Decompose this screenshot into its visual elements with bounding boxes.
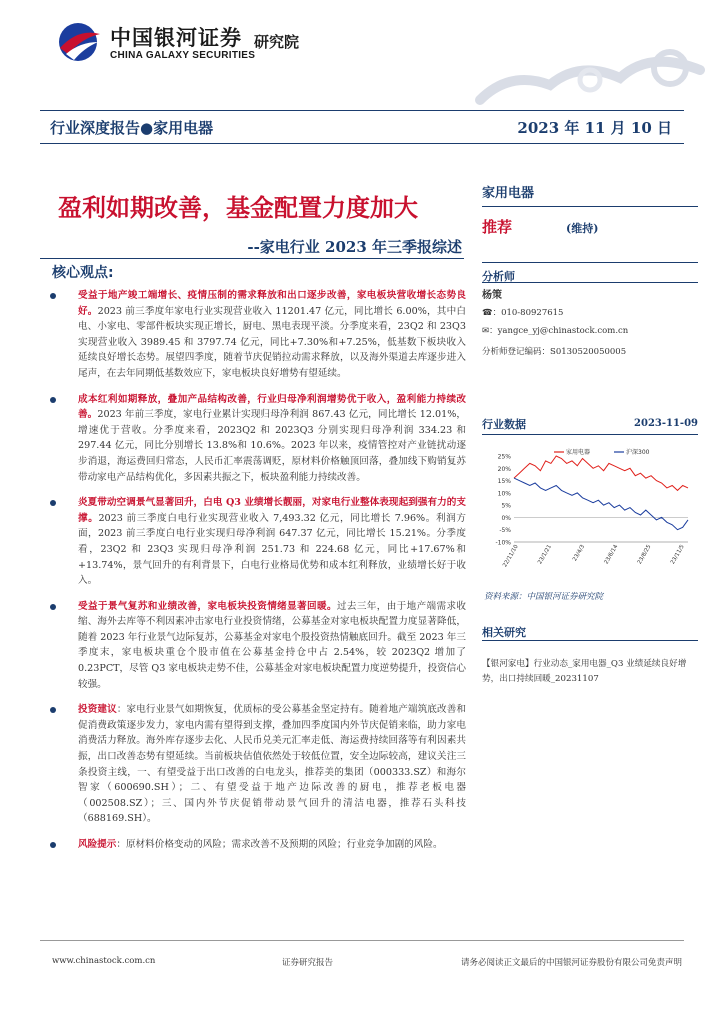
chart-source: 资料来源：中国银河证券研究院 bbox=[484, 592, 604, 602]
y-tick-label: 10% bbox=[497, 490, 511, 498]
industry-index-chart bbox=[484, 444, 698, 584]
industry-category: 家用电器 bbox=[482, 186, 535, 201]
y-tick-label: 5% bbox=[501, 502, 511, 510]
bullet-body: 2023 前三季度白电行业实现营业收入 7,493.32 亿元，同比增长 7.96%。利润方面，2023 前三季度白电行业实现归母净利润 647.37 亿元，同比增长 15.21%。分季度看，23Q2 和 23Q3 实现归母净利润 251.73 和 224.68 亿元，同比+17.67%和+13.74%，景气回升的有利背景下，白电行业格局优势和成本红利释放，业绩增长好于收入。 bbox=[78, 512, 467, 587]
bullet-body: ：家电行业景气如期恢复，优质标的受公募基金坚定持有。随着地产端筑底改善和促消费政策逐步发力，家电内需有望得到支撑，叠加四季度国内外节庆促销来临，助力家电消费活力释放。海外库存逐步去化、人民币兑美元汇率走低、海运费持续回落等有利因素共振，出口改善态势有望延续。当前板块估值依然处于较低位置，安全边际较高，建议关注三条投资主线，一、有望受益于出口改善的白电龙头，推荐美的集团（000333.SZ）和海尔智家（600690.SH）；二、有望受益于地产边际改善的厨电，推荐老板电器（002508.SZ）；三、国内外节庆促销带动景气回升的清洁电器，推荐石头科技（688169.SH）。 bbox=[78, 704, 467, 825]
side-divider bbox=[482, 640, 698, 641]
y-tick-label: 25% bbox=[497, 453, 511, 461]
galaxy-logo-icon bbox=[56, 20, 102, 64]
side-divider bbox=[482, 282, 698, 283]
legend-label: 家用电器 bbox=[566, 449, 591, 456]
bullet-dot bbox=[50, 293, 56, 299]
analyst-cert: 分析师登记编码：S0130520050005 bbox=[482, 347, 627, 357]
legend-label: 沪深300 bbox=[626, 449, 650, 456]
report-banner bbox=[40, 110, 684, 144]
bullet-dot bbox=[50, 842, 56, 848]
side-divider bbox=[482, 206, 698, 207]
side-divider bbox=[482, 434, 698, 435]
list-item bbox=[48, 392, 466, 486]
y-tick-label: 0% bbox=[501, 514, 511, 522]
side-divider bbox=[482, 262, 698, 263]
related-research-link[interactable]: 【银河家电】行业动态_家用电器_Q3 业绩延续良好增势，出口持续回暖_20231107 bbox=[482, 659, 687, 684]
company-logo bbox=[56, 18, 356, 68]
bullet-dot bbox=[50, 604, 56, 610]
analyst-phone: ☎：010-80927615 bbox=[482, 308, 564, 318]
bullet-lead: 受益于地产竣工端增长、疫情压制的需求释放和出口逐步改善，家电板块营收增长态势良好。 bbox=[78, 290, 466, 317]
x-tick-label: 23/4/3 bbox=[572, 544, 587, 563]
report-type: 行业深度报告●家用电器 bbox=[50, 119, 214, 137]
bullet-lead: 风险提示 bbox=[78, 839, 117, 850]
x-tick-label: 23/11/5 bbox=[669, 544, 686, 566]
x-tick-label: 23/1/21 bbox=[537, 544, 553, 566]
list-item bbox=[48, 495, 466, 589]
x-tick-label: 22/11/10 bbox=[502, 544, 520, 569]
bullet-lead: 成本红利如期释放，叠加产品结构改善，行业归母净利润增势优于收入，盈利能力持续改善。 bbox=[78, 393, 466, 421]
analyst-email[interactable]: ✉：yangce_yj@chinastock.com.cn bbox=[482, 326, 629, 336]
series-line-1 bbox=[514, 478, 688, 530]
bullet-body: ：原材料价格变动的风险；需求改善不及预期的风险；行业竞争加剧的风险。 bbox=[116, 839, 443, 850]
cloud-decoration-icon bbox=[470, 30, 710, 110]
report-date: 2023 年 11 月 10 日 bbox=[517, 119, 672, 137]
rating-status: (维持) bbox=[566, 222, 599, 235]
bullet-lead: 投资建议 bbox=[78, 704, 117, 716]
bullet-dot bbox=[50, 707, 56, 713]
x-tick-label: 23/6/14 bbox=[603, 544, 620, 566]
logo-department: 研究院 bbox=[254, 33, 300, 51]
y-tick-label: -5% bbox=[499, 527, 511, 535]
bullet-lead: 炎夏带动空调景气显著回升，白电 Q3 业绩增长靓丽，对家电行业整体表现起到强有力的支撑。 bbox=[78, 497, 466, 524]
rating-label: 推荐 bbox=[482, 218, 513, 236]
bullet-body: 过去三年，由于地产端需求收缩、海外去库等不利因素冲击家电行业投资情绪，公募基金对家电板块配置力度显著降低，随着 2023 年行业景气边际复苏，公募基金对家电个股投资热情触底回升。截至 2023 年三季度末，家电板块重仓个股市值在公募基金持仓中占 2.54%，较 2023Q2 增加了 0.23PCT，尽管 Q3 家电板块走势不佳，公募基金对家电板块配置力度逆势提升，投资信心较强。 bbox=[78, 600, 467, 690]
logo-english-name: CHINA GALAXY SECURITIES bbox=[110, 50, 256, 61]
footer-divider bbox=[40, 940, 684, 941]
related-research-heading: 相关研究 bbox=[482, 626, 526, 639]
bullet-body: 2023 年前三季度，家电行业累计实现归母净利润 867.43 亿元，同比增长 12.01%，增速优于营收。分季度来看，2023Q2 和 2023Q3 分别实现归母净利润 334.23 和 297.44 亿元，同比分别增长 13.8%和 10.6%。2023 年以来，疫情管控对产业链扰动逐步消退，海运费回归常态，人民币汇率震荡调贬，原材料价格触顶回落，叠加线下购销复苏带动家电产品结构优化，多因素共振之下，板块盈利能力持续改善。 bbox=[78, 409, 467, 483]
logo-chinese-name: 中国银河证券 bbox=[110, 26, 242, 50]
bullet-body: 2023 前三季度年家电行业实现营业收入 11201.47 亿元，同比增长 6.00%，其中白电、小家电、零部件板块实现正增长，厨电、黑电表现平淡。分季度来看，23Q2 和 23Q3 实现营业收入 3989.45 和 3797.74 亿元，同比+7.30%和+7.25%，低基数下板块收入延续良好增长态势。展望四季度，随着节庆促销拉动需求释放，以及海外渠道去库逐步进入尾声，在去年同期低基数效应下，家电板块良好增势有望延续。 bbox=[78, 305, 466, 379]
list-item bbox=[48, 702, 466, 827]
y-tick-label: -10% bbox=[495, 539, 511, 547]
list-item bbox=[48, 837, 466, 853]
series-line-0 bbox=[514, 456, 688, 490]
analyst-heading: 分析师 bbox=[482, 270, 515, 283]
footer-disclaimer: 请务必阅读正文最后的中国银河证券股份有限公司免责声明 bbox=[460, 958, 682, 968]
x-tick-label: 23/8/25 bbox=[636, 544, 653, 566]
footer-report-type: 证券研究报告 bbox=[282, 958, 334, 968]
footer-website[interactable]: www.chinastock.com.cn bbox=[52, 956, 156, 966]
industry-data-date: 2023-11-09 bbox=[634, 418, 698, 429]
bullet-lead: 受益于景气复苏和业绩改善，家电板块投资情绪显著回暖。 bbox=[78, 600, 337, 612]
bullet-dot bbox=[50, 500, 56, 506]
bullet-dot bbox=[50, 397, 56, 403]
industry-data-heading: 行业数据 bbox=[482, 418, 526, 431]
list-item bbox=[48, 599, 466, 693]
title-divider bbox=[40, 258, 464, 259]
y-tick-label: 15% bbox=[497, 478, 511, 486]
y-tick-label: 20% bbox=[497, 465, 511, 473]
core-views-list bbox=[48, 288, 466, 863]
analyst-name: 杨策 bbox=[482, 290, 502, 301]
core-views-heading: 核心观点: bbox=[52, 265, 114, 281]
sub-title: --家电行业 2023 年三季报综述 bbox=[247, 238, 462, 256]
main-title: 盈利如期改善，基金配置力度加大 bbox=[58, 194, 418, 222]
list-item bbox=[48, 288, 466, 382]
